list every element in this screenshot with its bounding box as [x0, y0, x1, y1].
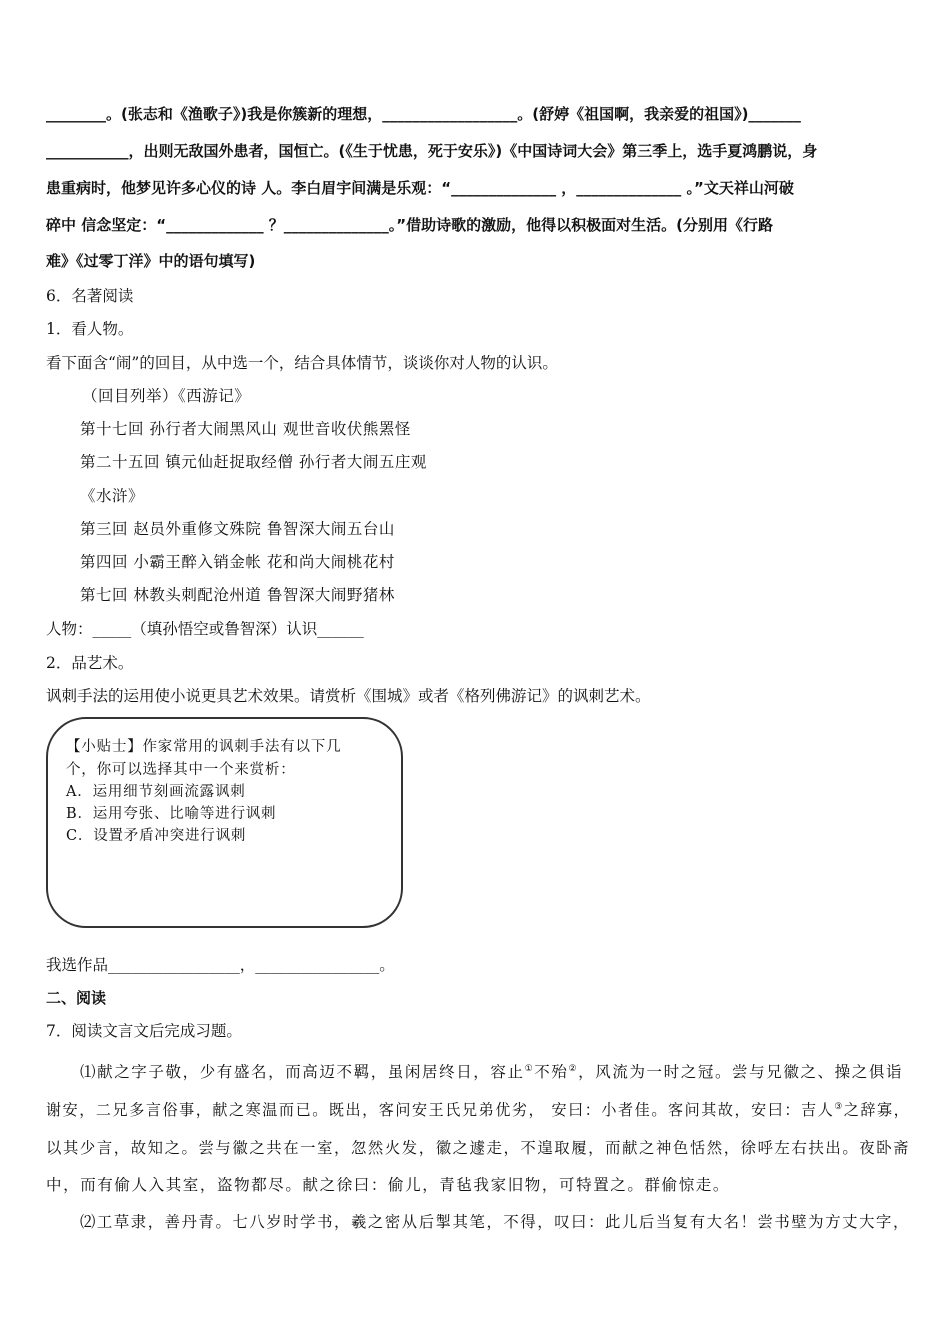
xyj-chapter-25: 第二十五回 镇元仙赶捉取经僧 孙行者大闹五庄观 [80, 453, 427, 471]
shuihu-title: 《水浒》 [80, 487, 145, 505]
xyj-chapter-17: 第十七回 孙行者大闹黑风山 观世音收伏熊罴怪 [80, 420, 411, 438]
q5-line-4: 碎中 信念坚定：“_____________ ？______________。”借助诗歌的激励，他得以积极面对生活。(分别用《行路 [46, 216, 774, 234]
footnote-2: ② [568, 1063, 579, 1074]
list-heading: （回目列举）《西游记》 [82, 387, 251, 405]
classical-p1-line3: 以其少言，故知之。尝与徽之共在一室，忽然火发，徽之遽走，不遑取履，而献之神色恬然，徐呼左右扶出。夜卧斋 [46, 1139, 911, 1157]
q6-title: 6．名著阅读 [46, 287, 134, 305]
choose-work-line: 我选作品_________________，________________。 [46, 956, 395, 974]
tip-line-2: 个，你可以选择其中一个来赏析： [66, 762, 296, 778]
q5-line-1: ________。(张志和《渔歌子》)我是你簇新的理想，__________________。(舒婷《祖国啊，我亲爱的祖国》)_______ [46, 105, 801, 123]
person-fill-line: 人物：_____（填孙悟空或鲁智深）认识______ [46, 620, 364, 638]
tip-option-a: A．运用细节刻画流露讽刺 [66, 784, 246, 800]
footnote-1: ① [524, 1063, 535, 1074]
classical-p1-line4: 中，而有偷人入其室，盗物都尽。献之徐曰：偷儿，青毡我家旧物，可特置之。群偷惊走。 [46, 1176, 731, 1194]
q7-title: 7．阅读文言文后完成习题。 [46, 1022, 242, 1040]
q6-sub1: 1．看人物。 [46, 320, 134, 338]
tip-option-c: C．设置矛盾冲突进行讽刺 [66, 828, 247, 844]
q5-line-5: 难》《过零丁洋》中的语句填写) [46, 252, 256, 270]
tip-option-b: B．运用夸张、比喻等进行讽刺 [66, 806, 277, 822]
q6-sub2: 2．品艺术。 [46, 654, 134, 672]
classical-p1-line2: 谢安，二兄多言俗事，献之寒温而已。既出，客问安王氏兄弟优劣， 安曰：小者佳。客问其故，安曰：吉人③之辞寡， [46, 1101, 911, 1119]
shuihu-chapter-3: 第三回 赵员外重修文殊院 鲁智深大闹五台山 [80, 520, 395, 538]
classical-p2-line1: ⑵工草隶，善丹青。七八岁时学书，羲之密从后掣其笔，不得，叹曰：此儿后当复有大名！尝书壁为方丈大字， [80, 1213, 910, 1231]
shuihu-chapter-7: 第七回 林教头刺配沧州道 鲁智深大闹野猪林 [80, 586, 395, 604]
q5-line-3: 患重病时，他梦见许多心仪的诗 人。李白眉宇间满是乐观：“______________ ，______________ 。”文天祥山河破 [46, 179, 794, 197]
classical-p1-line1: ⑴献之字子敬，少有盛名，而高迈不羁，虽闲居终日，容止①不殆②，风流为一时之冠。尝与兄徽之、操之俱诣 [80, 1063, 904, 1081]
footnote-3: ③ [834, 1101, 844, 1112]
q6-prompt2: 讽刺手法的运用使小说更具艺术效果。请赏析《围城》或者《格列佛游记》的讽刺艺术。 [46, 687, 651, 705]
shuihu-chapter-4: 第四回 小霸王醉入销金帐 花和尚大闹桃花村 [80, 553, 395, 571]
tip-line-1: 【小贴士】作家常用的讽刺手法有以下几 [66, 739, 342, 755]
q6-prompt1: 看下面含“闹”的回目，从中选一个，结合具体情节，谈谈你对人物的认识。 [46, 354, 558, 372]
q5-line-2: ___________，出则无敌国外患者，国恒亡。(《生于忧患，死于安乐》)《中国诗词大会》第三季上，选手夏鸿鹏说，身 [46, 142, 818, 160]
section-reading-heading: 二、阅读 [46, 989, 107, 1007]
